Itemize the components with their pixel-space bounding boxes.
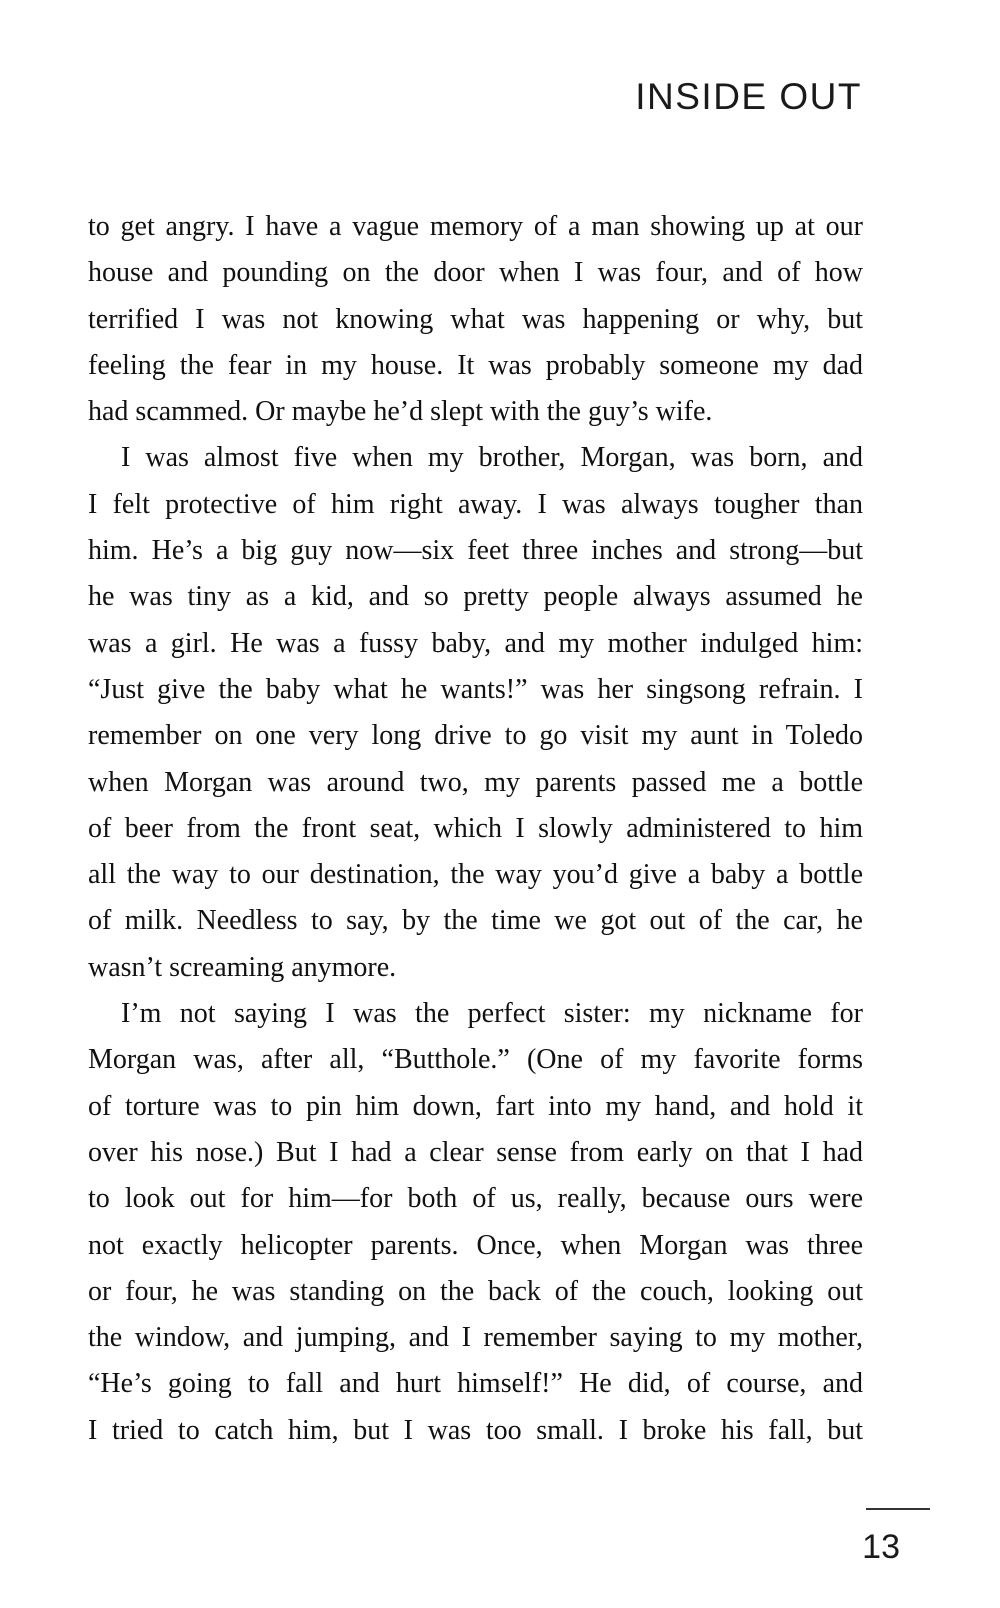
text-line: “Just give the baby what he wants!” was her singsong refrain. I — [88, 673, 863, 705]
page-number: 13 — [862, 1528, 900, 1566]
text-line: house and pounding on the door when I was four, and of how — [88, 257, 863, 289]
text-line: him. He’s a big guy now—six feet three inches and strong—but — [88, 535, 863, 567]
text-line: was a girl. He was a fussy baby, and my mother indulged him: — [88, 627, 863, 659]
text-line: remember on one very long drive to go visit my aunt in Toledo — [88, 720, 863, 752]
running-head: INSIDE OUT — [635, 76, 862, 117]
text-line: feeling the fear in my house. It was probably someone my dad — [88, 349, 863, 381]
text-line: to get angry. I have a vague memory of a man showing up at our — [88, 211, 863, 242]
text-line: I tried to catch him, but I was too small. I broke his fall, but — [88, 1414, 863, 1446]
text-line: he was tiny as a kid, and so pretty people always assumed he — [88, 581, 863, 613]
text-line: I was almost five when my brother, Morgan, was born, and — [121, 442, 863, 474]
text-line: I’m not saying I was the perfect sister: my nickname for — [121, 998, 863, 1030]
text-line: the window, and jumping, and I remember saying to my mother, — [88, 1322, 863, 1354]
text-line: Morgan was, after all, “Butthole.” (One of my favorite forms — [88, 1044, 863, 1076]
text-line: terrified I was not knowing what was happening or why, but — [88, 303, 863, 335]
body-text — [88, 204, 863, 1454]
text-line: or four, he was standing on the back of the couch, looking out — [88, 1275, 863, 1307]
text-line: “He’s going to fall and hurt himself!” He did, of course, and — [88, 1368, 863, 1400]
text-line: I felt protective of him right away. I was always tougher than — [88, 488, 863, 520]
text-line: wasn’t screaming anymore. — [88, 951, 397, 983]
text-line: of beer from the front seat, which I slowly administered to him — [88, 812, 863, 844]
folio-rule — [866, 1508, 930, 1510]
text-line: had scammed. Or maybe he’d slept with the guy’s wife. — [88, 396, 713, 428]
text-line: of torture was to pin him down, fart into my hand, and hold it — [88, 1090, 863, 1122]
text-line: when Morgan was around two, my parents passed me a bottle — [88, 766, 863, 798]
text-line: of milk. Needless to say, by the time we got out of the car, he — [88, 905, 863, 937]
text-line: not exactly helicopter parents. Once, when Morgan was three — [88, 1229, 863, 1261]
text-line: to look out for him—for both of us, really, because ours were — [88, 1183, 863, 1215]
text-line: over his nose.) But I had a clear sense from early on that I had — [88, 1136, 863, 1168]
text-line: all the way to our destination, the way you’d give a baby a bottle — [88, 859, 863, 891]
